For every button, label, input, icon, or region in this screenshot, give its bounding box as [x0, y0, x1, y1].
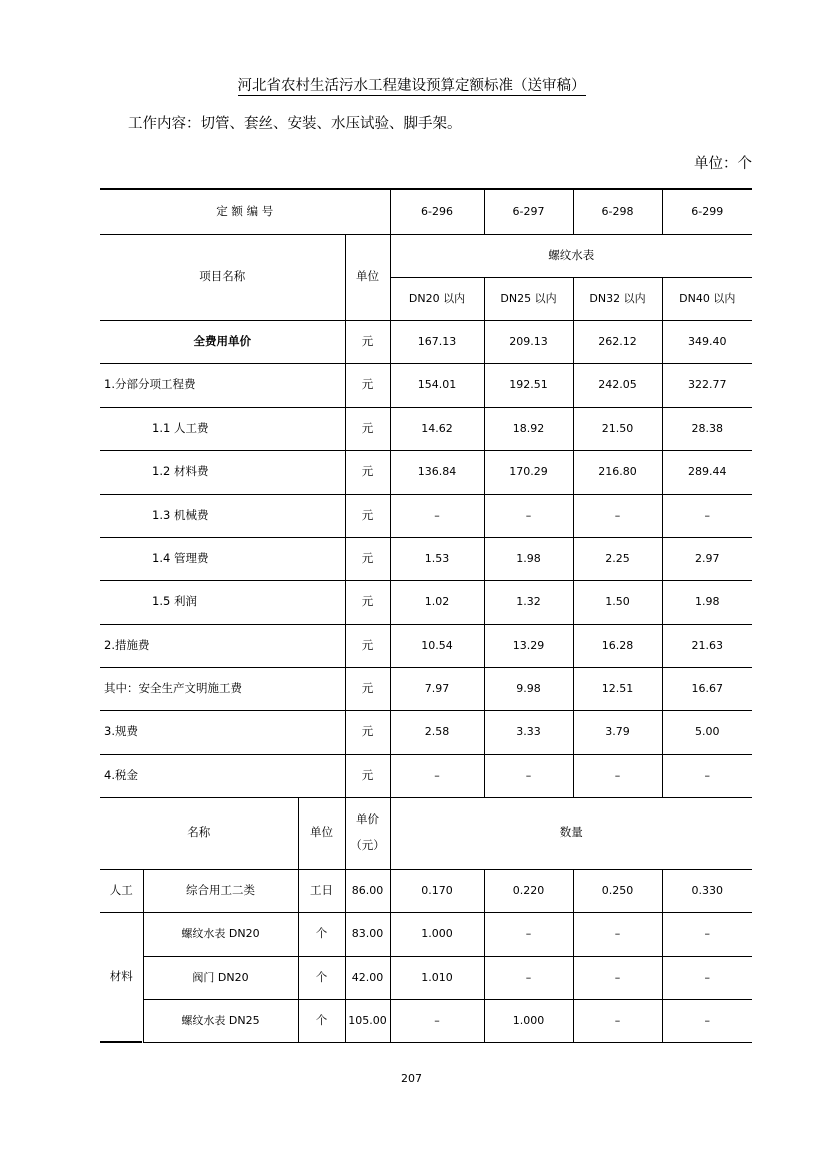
row-value: – — [484, 754, 573, 797]
material-qty: – — [484, 956, 573, 999]
material-qty: 1.010 — [390, 956, 484, 999]
labor-qty: 0.220 — [484, 869, 573, 912]
labor-qty: 0.170 — [390, 869, 484, 912]
row-value: 216.80 — [573, 450, 662, 494]
category-bottom-rule — [100, 1041, 142, 1043]
material-qty: – — [662, 956, 752, 999]
material-unit: 个 — [298, 999, 345, 1042]
row-value: – — [662, 754, 752, 797]
row-value: 1.53 — [390, 537, 484, 580]
material-price: 105.00 — [345, 999, 390, 1042]
row-value: 16.28 — [573, 624, 662, 667]
quota-table — [100, 188, 752, 1043]
row-value: 13.29 — [484, 624, 573, 667]
labor-category: 人工 — [100, 869, 143, 912]
price-header-line1: 单价 — [356, 812, 380, 827]
resource-header-row — [100, 797, 752, 869]
code-cell: 6-299 — [662, 189, 752, 234]
row-value: 10.54 — [390, 624, 484, 667]
row-value: 170.29 — [484, 450, 573, 494]
material-qty: – — [662, 999, 752, 1042]
labor-qty: 0.330 — [662, 869, 752, 912]
material-unit: 个 — [298, 956, 345, 999]
row-value: 1.50 — [573, 580, 662, 624]
table-row — [100, 667, 752, 710]
row-name: 1.3 机械费 — [100, 494, 345, 537]
row-unit: 元 — [345, 667, 390, 710]
material-price: 83.00 — [345, 912, 390, 956]
table-row — [100, 537, 752, 580]
table-row — [100, 450, 752, 494]
material-unit: 个 — [298, 912, 345, 956]
row-value: 9.98 — [484, 667, 573, 710]
code-cell: 6-296 — [390, 189, 484, 234]
spec-cell: DN25 以内 — [484, 277, 573, 320]
material-qty: – — [390, 999, 484, 1042]
row-name: 1.分部分项工程费 — [100, 363, 345, 407]
row-value: 209.13 — [484, 320, 573, 363]
table-row — [100, 754, 752, 797]
material-qty: 1.000 — [390, 912, 484, 956]
table-row — [100, 494, 752, 537]
group-header: 螺纹水表 — [390, 234, 752, 277]
labor-unit: 工日 — [298, 869, 345, 912]
row-value: 12.51 — [573, 667, 662, 710]
table-row — [100, 869, 752, 912]
unit-note: 单位：个 — [694, 156, 752, 172]
row-value: – — [390, 494, 484, 537]
row-unit: 元 — [345, 537, 390, 580]
row-value: 2.25 — [573, 537, 662, 580]
code-cell: 6-297 — [484, 189, 573, 234]
quantity-header: 数量 — [390, 797, 752, 869]
material-qty: – — [573, 912, 662, 956]
material-name: 螺纹水表 DN20 — [143, 912, 298, 956]
work-content: 工作内容：切管、套丝、安装、水压试验、脚手架。 — [128, 116, 462, 132]
row-value: 21.63 — [662, 624, 752, 667]
row-value: 1.02 — [390, 580, 484, 624]
price-header-line2: （元） — [350, 838, 385, 852]
row-name: 1.1 人工费 — [100, 407, 345, 450]
row-name: 1.4 管理费 — [100, 537, 345, 580]
table-row — [100, 912, 752, 956]
row-value: 28.38 — [662, 407, 752, 450]
resource-name-header: 名称 — [100, 797, 298, 869]
row-value: 322.77 — [662, 363, 752, 407]
row-value: 16.67 — [662, 667, 752, 710]
row-value: 242.05 — [573, 363, 662, 407]
row-name: 1.5 利润 — [100, 580, 345, 624]
code-cell: 6-298 — [573, 189, 662, 234]
row-value: – — [573, 754, 662, 797]
unit-header: 单位 — [345, 234, 390, 320]
row-unit: 元 — [345, 363, 390, 407]
row-unit: 元 — [345, 710, 390, 754]
row-value: 1.32 — [484, 580, 573, 624]
labor-name: 综合用工二类 — [143, 869, 298, 912]
row-unit: 元 — [345, 450, 390, 494]
row-value: 2.97 — [662, 537, 752, 580]
row-value: 1.98 — [484, 537, 573, 580]
row-value: 262.12 — [573, 320, 662, 363]
row-value: 289.44 — [662, 450, 752, 494]
row-value: 14.62 — [390, 407, 484, 450]
resource-price-header — [345, 797, 390, 869]
spec-cell: DN32 以内 — [573, 277, 662, 320]
table-row — [100, 580, 752, 624]
material-qty: – — [573, 956, 662, 999]
row-name: 4.税金 — [100, 754, 345, 797]
material-name: 阀门 DN20 — [143, 956, 298, 999]
row-name: 其中：安全生产文明施工费 — [100, 667, 345, 710]
row-name: 全费用单价 — [100, 320, 345, 363]
row-value: 5.00 — [662, 710, 752, 754]
row-unit: 元 — [345, 407, 390, 450]
item-name-header: 项目名称 — [100, 234, 345, 320]
material-price: 42.00 — [345, 956, 390, 999]
row-value: – — [484, 494, 573, 537]
row-value: 3.79 — [573, 710, 662, 754]
row-unit: 元 — [345, 320, 390, 363]
document-title: 河北省农村生活污水工程建设预算定额标准（送审稿） — [237, 78, 586, 94]
table-row — [100, 320, 752, 363]
labor-price: 86.00 — [345, 869, 390, 912]
row-value: 192.51 — [484, 363, 573, 407]
row-unit: 元 — [345, 494, 390, 537]
row-value: 18.92 — [484, 407, 573, 450]
table-row — [100, 407, 752, 450]
row-value: 136.84 — [390, 450, 484, 494]
row-value: 7.97 — [390, 667, 484, 710]
row-value: 167.13 — [390, 320, 484, 363]
table-row — [100, 624, 752, 667]
row-value: 154.01 — [390, 363, 484, 407]
spec-cell: DN40 以内 — [662, 277, 752, 320]
row-name: 2.措施费 — [100, 624, 345, 667]
material-category: 材料 — [100, 912, 143, 1042]
page-number: 207 — [401, 1072, 422, 1085]
row-value: – — [662, 494, 752, 537]
row-value: 21.50 — [573, 407, 662, 450]
row-value: 349.40 — [662, 320, 752, 363]
row-unit: 元 — [345, 624, 390, 667]
material-qty: 1.000 — [484, 999, 573, 1042]
row-unit: 元 — [345, 580, 390, 624]
table-row — [100, 710, 752, 754]
row-name: 3.规费 — [100, 710, 345, 754]
table-row — [100, 999, 752, 1042]
row-value: – — [390, 754, 484, 797]
material-qty: – — [573, 999, 662, 1042]
material-qty: – — [662, 912, 752, 956]
row-unit: 元 — [345, 754, 390, 797]
labor-qty: 0.250 — [573, 869, 662, 912]
row-value: 3.33 — [484, 710, 573, 754]
row-name: 1.2 材料费 — [100, 450, 345, 494]
row-value: 2.58 — [390, 710, 484, 754]
table-row — [100, 956, 752, 999]
resource-unit-header: 单位 — [298, 797, 345, 869]
spec-cell: DN20 以内 — [390, 277, 484, 320]
code-label: 定 额 编 号 — [100, 189, 390, 234]
table-row — [100, 363, 752, 407]
material-name: 螺纹水表 DN25 — [143, 999, 298, 1042]
material-qty: – — [484, 912, 573, 956]
row-value: 1.98 — [662, 580, 752, 624]
row-value: – — [573, 494, 662, 537]
